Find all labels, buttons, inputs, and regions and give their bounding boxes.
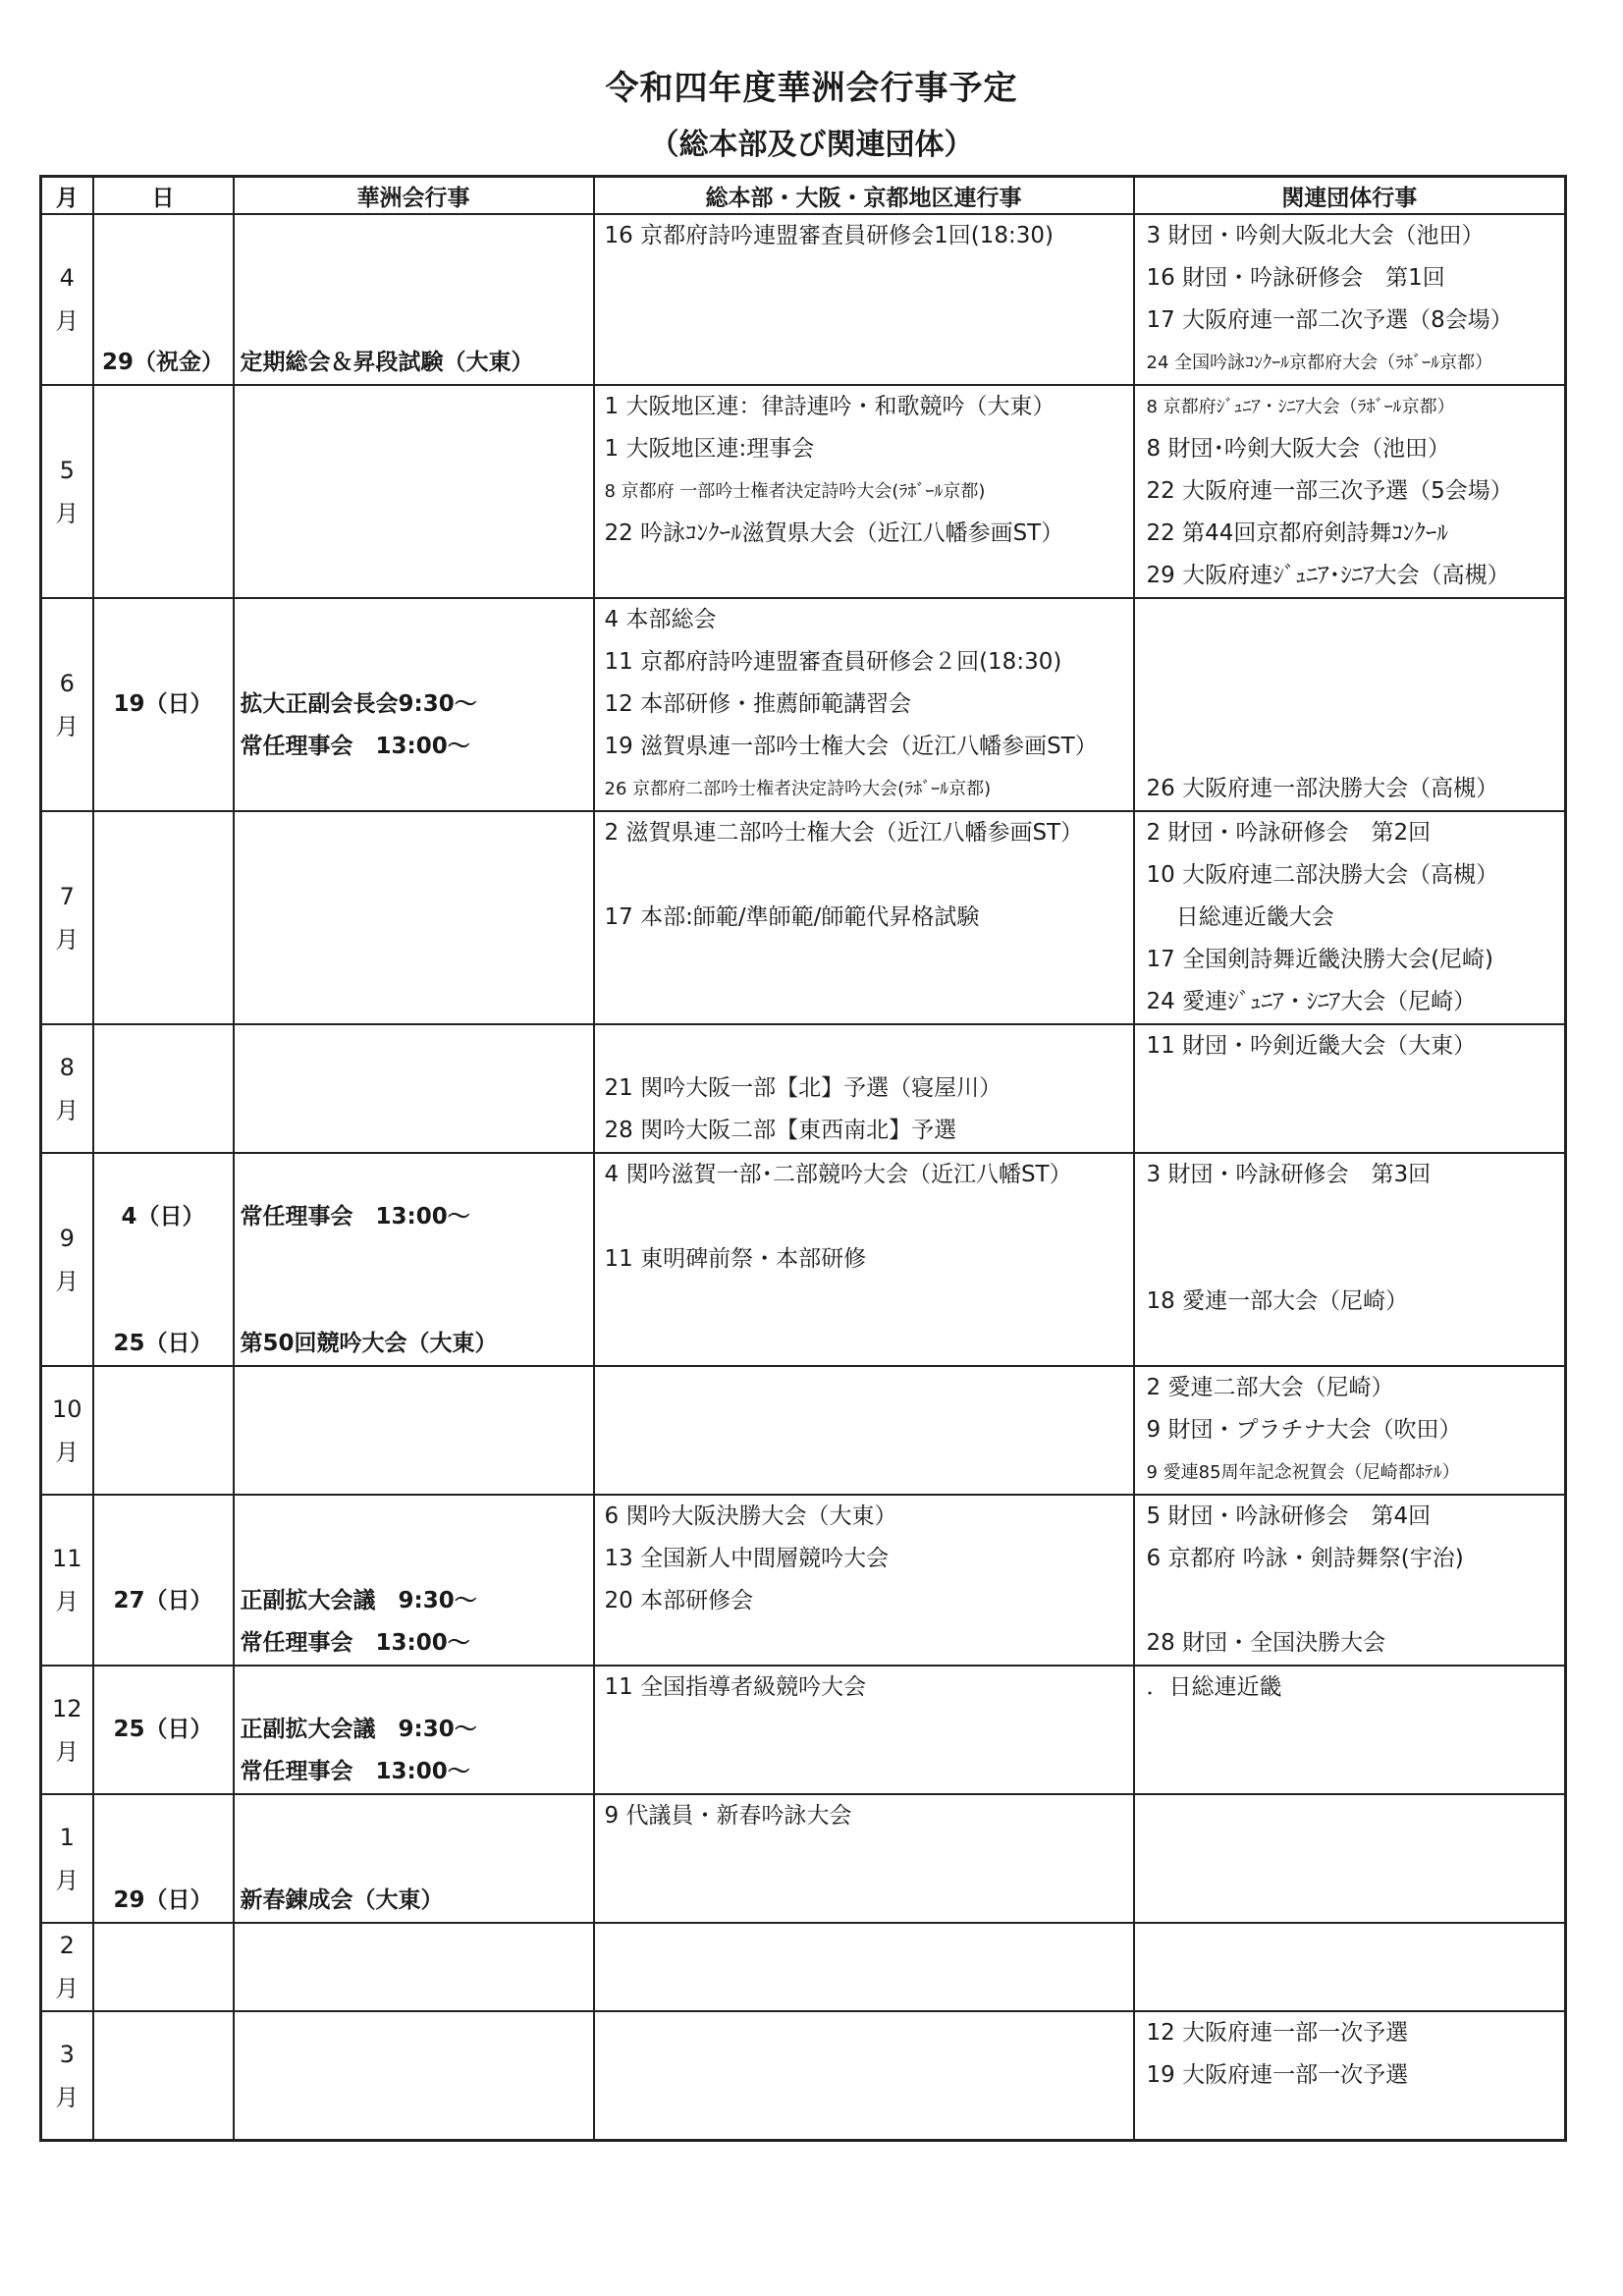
page-title: 令和四年度華洲会行事予定 [605, 69, 1018, 108]
related-event-cell [1134, 2011, 1566, 2141]
month-row [41, 1794, 1566, 1923]
month-row [41, 2011, 1566, 2141]
kashu-event [235, 513, 593, 555]
hq-event [595, 1622, 1133, 1665]
month-cell [41, 1024, 93, 1153]
kashu-event-cell [234, 811, 594, 1024]
month-cell [41, 1495, 93, 1666]
hq-event [595, 1451, 1133, 1494]
month-number: 9 [59, 1224, 75, 1252]
month-suffix: 月 [55, 1267, 80, 1295]
day-cell [93, 1666, 234, 1794]
day-text [94, 641, 233, 683]
kashu-event-cell [234, 2011, 594, 2141]
kashu-event-cell [234, 214, 594, 385]
related-event: 17 全国剣詩舞近畿決勝大会(尼崎) [1146, 947, 1494, 972]
related-event: 6 京都府 吟詠・剣詩舞祭(宇治) [1146, 1546, 1464, 1571]
related-event: 8 財団･吟剣大阪大会（池田） [1146, 436, 1450, 462]
hq-event-cell [594, 214, 1134, 385]
kashu-event: 常任理事会 13:00～ [240, 1630, 470, 1656]
schedule-body [41, 214, 1566, 2141]
day-text: 25（日） [113, 1717, 213, 1742]
month-suffix: 月 [55, 1975, 80, 2002]
kashu-event [235, 768, 593, 810]
kashu-event [235, 812, 593, 854]
day-cell [93, 2011, 234, 2141]
related-event: 9 愛連85周年記念祝賀会（尼崎都ﾎﾃﾙ） [1146, 1462, 1460, 1483]
month-row [41, 1923, 1566, 2011]
day-text [94, 599, 233, 641]
hq-event [595, 1367, 1133, 1409]
month-suffix: 月 [55, 1438, 80, 1466]
related-event: 9 財団・プラチナ大会（吹田） [1146, 1417, 1462, 1443]
day-text [94, 2012, 233, 2054]
header-row [41, 177, 1566, 215]
related-event: 24 愛連ｼﾞｭﾆｱ・ｼﾆｱ大会（尼崎） [1146, 989, 1477, 1014]
hq-event: 12 本部研修・推薦師範講習会 [604, 691, 912, 717]
kashu-event [235, 2012, 593, 2054]
hq-event: 28 関吟大阪二部【東西南北】予選 [604, 1118, 957, 1143]
related-event [1135, 1067, 1565, 1110]
kashu-event [235, 1025, 593, 1067]
kashu-event [235, 1538, 593, 1580]
month-cell [41, 2011, 93, 2141]
kashu-event [235, 470, 593, 513]
hq-event [595, 981, 1133, 1023]
day-text [94, 726, 233, 768]
hq-event: 9 代議員・新春吟詠大会 [604, 1803, 852, 1829]
month-cell [41, 1794, 93, 1923]
hq-event [595, 300, 1133, 342]
header-month: 月 [41, 177, 93, 215]
day-text [94, 939, 233, 981]
month-cell [41, 811, 93, 1024]
day-text [94, 1496, 233, 1538]
related-event: 24 全国吟詠ｺﾝｸｰﾙ京都府大会（ﾗﾎﾞｰﾙ京都） [1146, 353, 1493, 373]
kashu-event-cell [234, 1794, 594, 1923]
hq-event-cell [594, 1366, 1134, 1495]
month-suffix: 月 [55, 307, 80, 335]
day-cell [93, 1495, 234, 1666]
day-text: 29（日） [113, 1887, 213, 1913]
kashu-event-cell [234, 1153, 594, 1366]
day-text [94, 1795, 233, 1837]
hq-event [595, 1025, 1133, 1067]
month-number: 10 [51, 1394, 82, 1423]
day-text [94, 215, 233, 257]
kashu-event [235, 641, 593, 683]
kashu-event-cell [234, 385, 594, 598]
kashu-event [235, 1667, 593, 1709]
hq-event [595, 1880, 1133, 1922]
kashu-event [235, 1966, 593, 2008]
day-cell [93, 1024, 234, 1153]
kashu-event [235, 1795, 593, 1837]
day-text: 4（日） [121, 1204, 205, 1230]
month-cell [41, 1666, 93, 1794]
related-event [1135, 1110, 1565, 1152]
month-suffix: 月 [55, 2083, 80, 2111]
related-event: 29 大阪府連ｼﾞｭﾆｱ･ｼﾆｱ大会（高槻） [1146, 563, 1510, 588]
kashu-event [235, 215, 593, 257]
kashu-event [235, 981, 593, 1023]
kashu-event: 正副拡大会議 9:30～ [240, 1588, 477, 1613]
related-event: 18 愛連一部大会（尼崎） [1146, 1288, 1409, 1314]
related-event [1135, 1238, 1565, 1281]
day-text [94, 1067, 233, 1110]
related-event [1135, 1323, 1565, 1365]
hq-event [595, 2054, 1133, 2097]
hq-event [595, 1837, 1133, 1880]
related-event-cell [1134, 1923, 1566, 2011]
kashu-event-cell [234, 1495, 594, 1666]
hq-event: 4 本部総会 [604, 607, 717, 632]
kashu-event [235, 897, 593, 939]
month-number: 5 [59, 456, 75, 484]
related-event [1135, 1795, 1565, 1837]
hq-event-cell [594, 811, 1134, 1024]
day-cell [93, 385, 234, 598]
day-text: 29（祝金） [101, 350, 224, 375]
month-cell [41, 1153, 93, 1366]
month-cell [41, 214, 93, 385]
hq-event [595, 1709, 1133, 1751]
hq-event: 13 全国新人中間層競吟大会 [604, 1546, 890, 1571]
hq-event [595, 1281, 1133, 1323]
hq-event: 1 大阪地区連:理事会 [604, 436, 815, 462]
day-text [94, 1622, 233, 1665]
day-text [94, 1538, 233, 1580]
kashu-event [235, 1067, 593, 1110]
hq-event-cell [594, 1794, 1134, 1923]
kashu-event [235, 2054, 593, 2097]
month-suffix: 月 [55, 1096, 80, 1124]
kashu-event: 常任理事会 13:00～ [240, 734, 470, 759]
month-cell [41, 1923, 93, 2011]
hq-event [595, 2097, 1133, 2139]
day-cell [93, 1153, 234, 1366]
header-related-events: 関連団体行事 [1134, 177, 1566, 215]
header-hq-events: 総本部・大阪・京都地区連行事 [594, 177, 1134, 215]
related-event-cell [1134, 1794, 1566, 1923]
header-day: 日 [93, 177, 234, 215]
related-event: 28 財団・全国決勝大会 [1146, 1630, 1386, 1656]
day-text [94, 1281, 233, 1323]
related-event [1135, 1751, 1565, 1793]
hq-event: 2 滋賀県連二部吟士権大会（近江八幡参画ST） [604, 820, 1084, 846]
kashu-event [235, 1238, 593, 1281]
day-text: 19（日） [113, 691, 213, 717]
hq-event [595, 854, 1133, 897]
related-event [1135, 1966, 1565, 2008]
related-event: 16 財団・吟詠研修会 第1回 [1146, 265, 1445, 291]
hq-event-cell [594, 1666, 1134, 1794]
day-cell [93, 1366, 234, 1495]
page-subtitle: （総本部及び関連団体） [649, 128, 974, 162]
related-event: ．日総連近畿 [1146, 1674, 1282, 1700]
related-event: 10 大阪府連二部決勝大会（高槻） [1146, 862, 1499, 888]
related-event: 日総連近畿大会 [1146, 904, 1334, 930]
day-text [94, 386, 233, 428]
hq-event [595, 342, 1133, 384]
month-number: 6 [59, 669, 75, 697]
day-text [94, 1409, 233, 1451]
related-event: 5 財団・吟詠研修会 第4回 [1146, 1503, 1432, 1529]
related-event [1135, 1880, 1565, 1922]
related-event: 19 大阪府連一部一次予選 [1146, 2062, 1409, 2088]
related-event: 17 大阪府連一部二次予選（8会場） [1146, 307, 1513, 333]
related-event: 3 財団・吟剣大阪北大会（池田） [1146, 223, 1485, 248]
kashu-event-cell [234, 1666, 594, 1794]
related-event [1135, 2097, 1565, 2139]
related-event: 11 財団・吟剣近畿大会（大東） [1146, 1033, 1477, 1059]
month-suffix: 月 [55, 1588, 80, 1615]
kashu-event-cell [234, 1366, 594, 1495]
month-row [41, 1666, 1566, 1794]
kashu-event [235, 386, 593, 428]
kashu-event [235, 1837, 593, 1880]
schedule-table [39, 175, 1567, 2142]
month-row [41, 214, 1566, 385]
day-text [94, 981, 233, 1023]
related-event [1135, 641, 1565, 683]
day-cell [93, 1923, 234, 2011]
kashu-event [235, 555, 593, 597]
month-suffix: 月 [55, 1866, 80, 1894]
hq-event: 4 関吟滋賀一部･二部競吟大会（近江八幡ST） [604, 1162, 1072, 1187]
month-number: 2 [59, 1932, 75, 1959]
hq-event [595, 1323, 1133, 1365]
related-event [1135, 1837, 1565, 1880]
hq-event: 21 関吟大阪一部【北】予選（寝屋川） [604, 1075, 1002, 1101]
day-text [94, 257, 233, 300]
kashu-event [235, 1281, 593, 1323]
related-event-cell [1134, 1024, 1566, 1153]
related-event: 2 愛連二部大会（尼崎） [1146, 1375, 1394, 1400]
day-text [94, 854, 233, 897]
kashu-event: 常任理事会 13:00～ [240, 1759, 470, 1784]
hq-event-cell [594, 1024, 1134, 1153]
related-event-cell [1134, 811, 1566, 1024]
related-event [1135, 683, 1565, 726]
hq-event: 8 京都府 一部吟士権者決定詩吟大会(ﾗﾎﾞｰﾙ京都) [604, 481, 986, 502]
month-suffix: 月 [55, 712, 80, 740]
hq-event: 19 滋賀県連一部吟士権大会（近江八幡参画ST） [604, 734, 1098, 759]
day-cell [93, 811, 234, 1024]
month-number: 11 [51, 1545, 82, 1572]
related-event-cell [1134, 1153, 1566, 1366]
hq-event: 20 本部研修会 [604, 1588, 754, 1613]
kashu-event [235, 599, 593, 641]
hq-event: 16 京都府詩吟連盟審査員研修会1回(18:30) [604, 223, 1054, 248]
day-text [94, 1451, 233, 1494]
kashu-event [235, 1451, 593, 1494]
hq-event [595, 1924, 1133, 1966]
month-cell [41, 385, 93, 598]
related-event [1135, 1580, 1565, 1622]
month-number: 12 [51, 1694, 82, 1722]
hq-event-cell [594, 1923, 1134, 2011]
kashu-event: 第50回競吟大会（大東） [240, 1331, 498, 1356]
month-row [41, 385, 1566, 598]
hq-event [595, 939, 1133, 981]
day-text [94, 1667, 233, 1709]
kashu-event [235, 1496, 593, 1538]
month-row [41, 1153, 1566, 1366]
related-event-cell [1134, 1366, 1566, 1495]
hq-event [595, 1966, 1133, 2008]
kashu-event [235, 939, 593, 981]
related-event [1135, 1924, 1565, 1966]
kashu-event-cell [234, 1923, 594, 2011]
month-row [41, 1024, 1566, 1153]
hq-event: 26 京都府二部吟士権者決定詩吟大会(ﾗﾎﾞｰﾙ京都) [604, 779, 992, 799]
related-event [1135, 1196, 1565, 1238]
day-text [94, 1837, 233, 1880]
day-text [94, 768, 233, 810]
kashu-event-cell [234, 598, 594, 811]
kashu-event [235, 1924, 593, 1966]
hq-event [595, 1196, 1133, 1238]
hq-event-cell [594, 1153, 1134, 1366]
day-text [94, 812, 233, 854]
hq-event: 11 全国指導者級競吟大会 [604, 1674, 867, 1700]
hq-event [595, 1409, 1133, 1451]
related-event-cell [1134, 1666, 1566, 1794]
hq-event: 11 東明碑前祭・本部研修 [604, 1246, 867, 1272]
day-cell [93, 1794, 234, 1923]
kashu-event-cell [234, 1024, 594, 1153]
hq-event: 6 関吟大阪決勝大会（大東） [604, 1503, 897, 1529]
day-cell [93, 598, 234, 811]
day-text [94, 1924, 233, 1966]
hq-event [595, 1751, 1133, 1793]
day-text [94, 897, 233, 939]
day-text [94, 513, 233, 555]
related-event-cell [1134, 598, 1566, 811]
kashu-event [235, 428, 593, 470]
related-event-cell [1134, 1495, 1566, 1666]
day-text [94, 470, 233, 513]
kashu-event: 拡大正副会長会9:30～ [240, 691, 477, 717]
month-number: 3 [59, 2040, 75, 2068]
hq-event [595, 2012, 1133, 2054]
kashu-event [235, 1154, 593, 1196]
kashu-event [235, 2097, 593, 2139]
related-event: 12 大阪府連一部一次予選 [1146, 2020, 1409, 2046]
day-text [94, 1751, 233, 1793]
kashu-event: 正副拡大会議 9:30～ [240, 1717, 477, 1742]
day-text [94, 428, 233, 470]
related-event: 3 財団・吟詠研修会 第3回 [1146, 1162, 1432, 1187]
kashu-event [235, 1367, 593, 1409]
month-number: 4 [59, 264, 75, 292]
month-row [41, 811, 1566, 1024]
hq-event: 17 本部:師範/準師範/師範代昇格試験 [604, 904, 980, 930]
day-text: 27（日） [113, 1588, 213, 1613]
kashu-event: 常任理事会 13:00～ [240, 1204, 470, 1230]
month-row [41, 1366, 1566, 1495]
kashu-event [235, 1409, 593, 1451]
related-event [1135, 599, 1565, 641]
day-text [94, 1110, 233, 1152]
month-number: 1 [59, 1823, 75, 1851]
hq-event: 1 大阪地区連：律詩連吟・和歌競吟（大東） [604, 394, 1055, 419]
kashu-event [235, 257, 593, 300]
month-suffix: 月 [55, 499, 80, 527]
day-text [94, 300, 233, 342]
day-text: 25（日） [113, 1331, 213, 1356]
related-event-cell [1134, 214, 1566, 385]
month-suffix: 月 [55, 1737, 80, 1766]
month-number: 7 [59, 882, 75, 910]
month-number: 8 [59, 1053, 75, 1081]
related-event-cell [1134, 385, 1566, 598]
month-row [41, 1495, 1566, 1666]
hq-event-cell [594, 1495, 1134, 1666]
day-text [94, 1238, 233, 1281]
day-cell [93, 214, 234, 385]
related-event: 22 第44回京都府剣詩舞ｺﾝｸｰﾙ [1146, 520, 1448, 546]
month-cell [41, 1366, 93, 1495]
related-event: 8 京都府ｼﾞｭﾆｱ・ｼﾆｱ大会（ﾗﾎﾞｰﾙ京都） [1146, 397, 1455, 417]
related-event [1135, 1709, 1565, 1751]
kashu-event [235, 1110, 593, 1152]
header-kashu-events: 華洲会行事 [234, 177, 594, 215]
related-event: 2 財団・吟詠研修会 第2回 [1146, 820, 1432, 846]
kashu-event [235, 854, 593, 897]
related-event: 22 大阪府連一部三次予選（5会場） [1146, 478, 1513, 504]
day-text [94, 1025, 233, 1067]
month-row [41, 598, 1566, 811]
day-text [94, 555, 233, 597]
kashu-event: 新春錬成会（大東） [240, 1887, 444, 1913]
kashu-event [235, 300, 593, 342]
day-text [94, 1966, 233, 2008]
day-text [94, 2054, 233, 2097]
related-event: 26 大阪府連一部決勝大会（高槻） [1146, 776, 1499, 801]
hq-event [595, 555, 1133, 597]
hq-event: 11 京都府詩吟連盟審査員研修会２回(18:30) [604, 649, 1062, 675]
day-text [94, 1367, 233, 1409]
hq-event-cell [594, 385, 1134, 598]
hq-event-cell [594, 598, 1134, 811]
hq-event [595, 257, 1133, 300]
month-suffix: 月 [55, 925, 80, 954]
day-text [94, 2097, 233, 2139]
hq-event: 22 吟詠ｺﾝｸｰﾙ滋賀県大会（近江八幡参画ST） [604, 520, 1064, 546]
kashu-event: 定期総会＆昇段試験（大東） [240, 350, 534, 375]
hq-event-cell [594, 2011, 1134, 2141]
day-text [94, 1154, 233, 1196]
related-event [1135, 726, 1565, 768]
month-cell [41, 598, 93, 811]
